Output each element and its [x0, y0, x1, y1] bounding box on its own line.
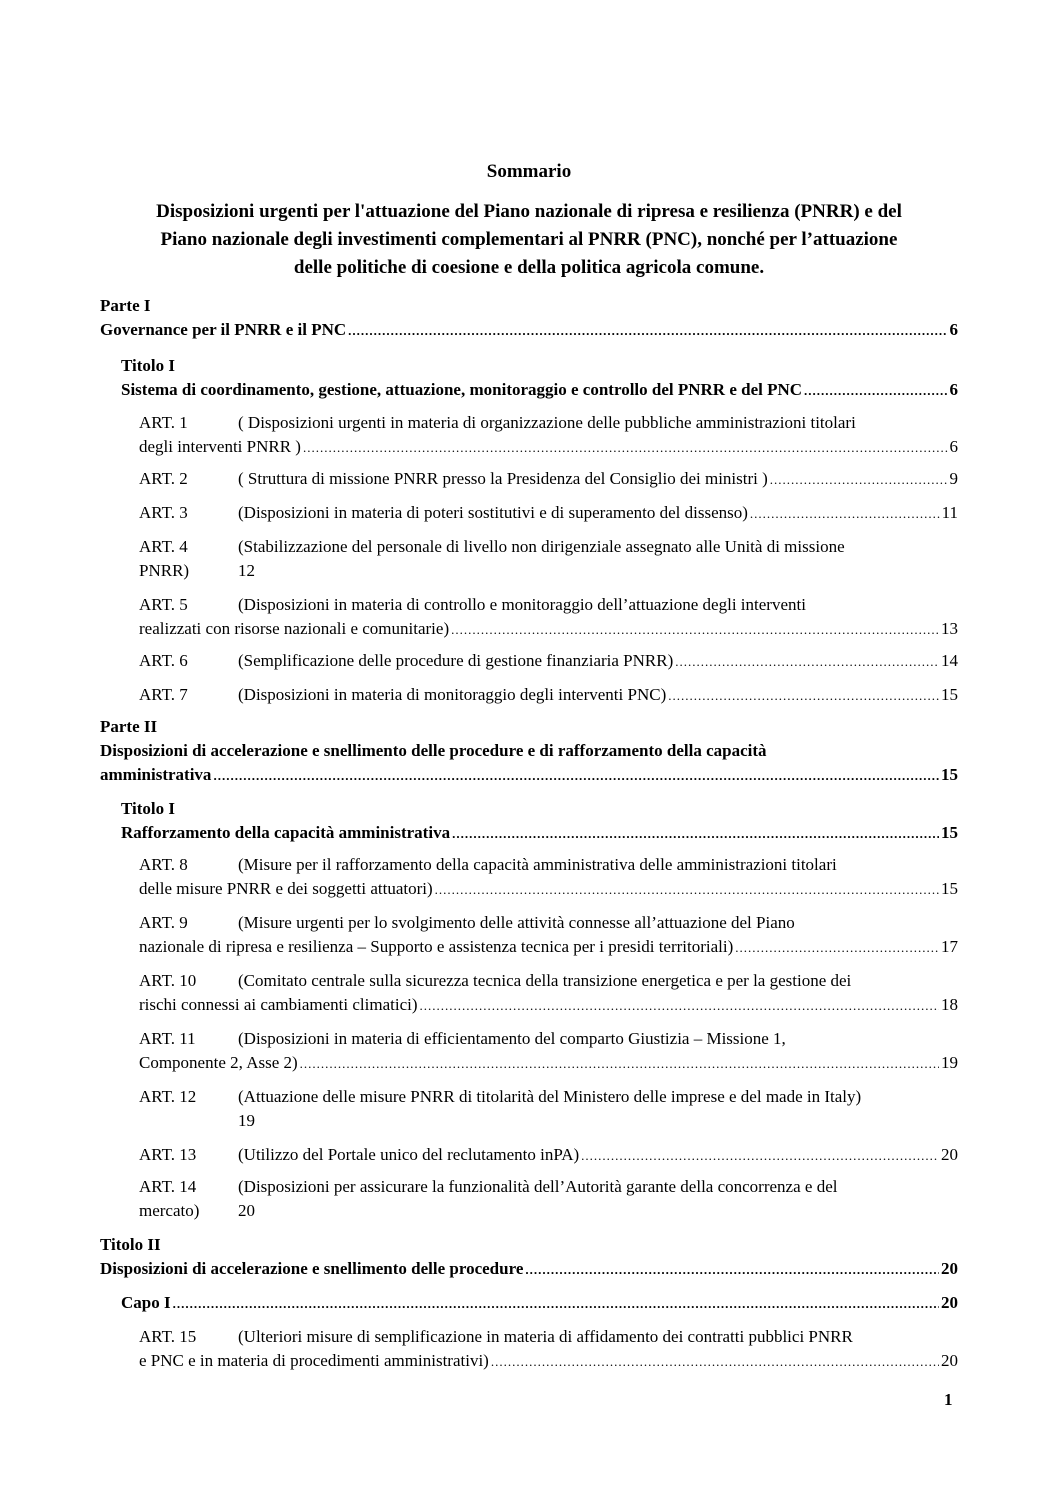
subtitle-line: delle politiche di coesione e della politica agricola comune. [293, 257, 765, 278]
toc-art-description[interactable]: (Misure urgenti per lo svolgimento delle attività connesse all’attuazione del Piano [238, 913, 795, 932]
toc-entry-text: realizzati con risorse nazionali e comunitarie) [139, 619, 450, 638]
toc-page-number: 9 [949, 469, 958, 488]
toc-entry-text: delle misure PNRR e dei soggetti attuatori) [139, 879, 433, 898]
toc-leader [735, 936, 939, 960]
toc-leader [300, 1052, 939, 1076]
toc-page-number: 15 [941, 879, 958, 898]
document-title: Sommario [486, 161, 572, 182]
toc-leader [420, 994, 939, 1018]
toc-art-label[interactable]: ART. 8 [139, 855, 188, 874]
toc-page-number: 20 [941, 1351, 958, 1370]
toc-page-number: 20 [941, 1293, 958, 1312]
toc-art-label[interactable]: ART. 2 [139, 469, 188, 488]
page-number: 1 [944, 1390, 953, 1409]
document-subtitle [100, 198, 958, 282]
toc-art-label[interactable]: ART. 6 [139, 651, 188, 670]
toc-heading-titolo-1[interactable]: Titolo I [121, 799, 176, 818]
toc-entry-text: e PNC e in materia di procedimenti amministrativi) [139, 1351, 489, 1370]
toc-art-label[interactable]: ART. 14 [139, 1177, 197, 1196]
toc-entry-art-2[interactable] [238, 467, 958, 492]
toc-leader [452, 822, 939, 846]
toc-page-number: 15 [941, 765, 958, 784]
toc-art-label[interactable]: ART. 13 [139, 1145, 197, 1164]
toc-page-number: 6 [949, 380, 958, 399]
toc-entry-text: Sistema di coordinamento, gestione, attuazione, monitoraggio e controllo del PNRR e del PNC [121, 380, 803, 399]
toc-art-description-cont[interactable]: mercato) [139, 1201, 200, 1220]
subtitle-line: Piano nazionale degli investimenti complementari al PNRR (PNC), nonché per l’attuazione [160, 229, 898, 250]
toc-page-number: 13 [941, 619, 958, 638]
toc-art-label[interactable]: ART. 11 [139, 1029, 196, 1048]
toc-page-number: 14 [941, 651, 958, 670]
toc-page-number: 19 [941, 1053, 958, 1072]
toc-art-description[interactable]: (Disposizioni in materia di controllo e monitoraggio dell’attuazione degli interventi [238, 595, 806, 614]
toc-art-description[interactable]: (Disposizioni in materia di efficientamento del comparto Giustizia – Missione 1, [238, 1029, 786, 1048]
toc-entry-text: Componente 2, Asse 2) [139, 1053, 298, 1072]
toc-entry-art-13[interactable] [238, 1143, 958, 1168]
toc-page-number: 15 [941, 685, 958, 704]
toc-art-description-cont[interactable]: PNRR) [139, 561, 190, 580]
toc-leader [770, 468, 948, 492]
toc-entry-titolo-2[interactable] [100, 1257, 958, 1282]
toc-leader [451, 618, 939, 642]
toc-leader [804, 379, 947, 403]
toc-entry-text: nazionale di ripresa e resilienza – Supporto e assistenza tecnica per i presidi territoriali) [139, 937, 734, 956]
toc-entry-text: Rafforzamento della capacità amministrativa [121, 823, 451, 842]
toc-leader [491, 1350, 939, 1374]
toc-entry-text: amministrativa [100, 765, 212, 784]
toc-page-number: 19 [238, 1111, 255, 1130]
toc-art-description[interactable]: (Disposizioni per assicurare la funzionalità dell’Autorità garante della concorrenza e del [238, 1177, 838, 1196]
toc-page-number: 11 [941, 503, 958, 522]
toc-entry-text: degli interventi PNRR ) [139, 437, 301, 456]
toc-entry-art-8[interactable] [139, 877, 958, 902]
toc-heading-titolo-1[interactable]: Titolo I [121, 356, 176, 375]
toc-heading-titolo-2[interactable]: Titolo II [100, 1235, 161, 1254]
toc-heading-parte-1[interactable]: Parte I [100, 296, 151, 315]
toc-art-description[interactable]: (Comitato centrale sulla sicurezza tecnica della transizione energetica e per la gestione dei [238, 971, 852, 990]
toc-art-description[interactable]: ( Disposizioni urgenti in materia di organizzazione delle pubbliche amministrazioni titolari [238, 413, 856, 432]
toc-entry-text: ( Struttura di missione PNRR presso la Presidenza del Consiglio dei ministri ) [238, 469, 768, 488]
toc-entry-capo-1[interactable] [121, 1291, 958, 1316]
toc-art-description[interactable]: (Stabilizzazione del personale di livello non dirigenziale assegnato alle Unità di missione [238, 537, 845, 556]
toc-entry-text: Capo I [121, 1293, 171, 1312]
toc-art-label[interactable]: ART. 9 [139, 913, 188, 932]
toc-entry-art-6[interactable] [238, 649, 958, 674]
toc-page-number: 18 [941, 995, 958, 1014]
toc-art-label[interactable]: ART. 5 [139, 595, 188, 614]
toc-entry-text: (Utilizzo del Portale unico del reclutamento inPA) [238, 1145, 580, 1164]
toc-entry-text: Governance per il PNRR e il PNC [100, 320, 347, 339]
toc-art-label[interactable]: ART. 10 [139, 971, 197, 990]
toc-leader [173, 1292, 939, 1316]
toc-leader [675, 650, 939, 674]
toc-page-number: 12 [238, 561, 255, 580]
toc-leader [348, 319, 947, 343]
toc-leader [525, 1258, 939, 1282]
toc-art-description[interactable]: (Attuazione delle misure PNRR di titolarità del Ministero delle imprese e del made in Italy) [238, 1087, 862, 1106]
toc-leader [668, 684, 939, 708]
toc-entry-art-7[interactable] [238, 683, 958, 708]
subtitle-line: Disposizioni urgenti per l'attuazione del Piano nazionale di ripresa e resilienza (PNRR) e del [156, 201, 902, 222]
toc-entry-text: (Disposizioni in materia di poteri sostitutivi e di superamento del dissenso) [238, 503, 748, 522]
toc-entry-text: (Disposizioni in materia di monitoraggio degli interventi PNC) [238, 685, 667, 704]
toc-art-label[interactable]: ART. 4 [139, 537, 188, 556]
toc-art-label[interactable]: ART. 12 [139, 1087, 197, 1106]
toc-page-number: 17 [941, 937, 958, 956]
toc-leader [435, 878, 939, 902]
toc-page-number: 20 [941, 1145, 958, 1164]
toc-heading-parte-2[interactable]: Parte II [100, 717, 158, 736]
toc-art-description[interactable]: (Ulteriori misure di semplificazione in materia di affidamento dei contratti pubblici PNRR [238, 1327, 853, 1346]
toc-art-label[interactable]: ART. 15 [139, 1327, 197, 1346]
toc-entry-titolo-1[interactable] [121, 378, 958, 403]
toc-entry-art-3[interactable] [238, 501, 958, 526]
toc-art-label[interactable]: ART. 1 [139, 413, 188, 432]
toc-page-number: 6 [949, 320, 958, 339]
toc-leader [303, 436, 948, 460]
toc-page-number: 6 [949, 437, 958, 456]
toc-leader [213, 764, 939, 788]
toc-entry-titolo-1[interactable] [121, 821, 958, 846]
toc-page-number: 20 [941, 1259, 958, 1278]
toc-art-label[interactable]: ART. 7 [139, 685, 188, 704]
toc-entry-text: (Semplificazione delle procedure di gestione finanziaria PNRR) [238, 651, 674, 670]
toc-entry-art-10[interactable] [139, 993, 958, 1018]
toc-entry-art-1[interactable] [139, 435, 958, 460]
toc-entry-art-5[interactable] [139, 617, 958, 642]
toc-entry-parte-2-line1[interactable]: Disposizioni di accelerazione e snellimento delle procedure e di rafforzamento della capacità [100, 741, 767, 760]
toc-leader [581, 1144, 939, 1168]
toc-entry-text: rischi connessi ai cambiamenti climatici) [139, 995, 418, 1014]
toc-entry-art-15[interactable] [139, 1349, 958, 1374]
toc-entry-art-11[interactable] [139, 1051, 958, 1076]
toc-art-description[interactable]: (Misure per il rafforzamento della capacità amministrativa delle amministrazioni titolari [238, 855, 837, 874]
toc-entry-parte-1[interactable] [100, 318, 958, 343]
toc-page-number: 15 [941, 823, 958, 842]
toc-entry-art-9[interactable] [139, 935, 958, 960]
toc-art-label[interactable]: ART. 3 [139, 503, 188, 522]
toc-entry-parte-2[interactable] [100, 763, 958, 788]
toc-leader [750, 502, 940, 526]
toc-entry-text: Disposizioni di accelerazione e snellimento delle procedure [100, 1259, 524, 1278]
toc-page-number: 20 [238, 1201, 255, 1220]
